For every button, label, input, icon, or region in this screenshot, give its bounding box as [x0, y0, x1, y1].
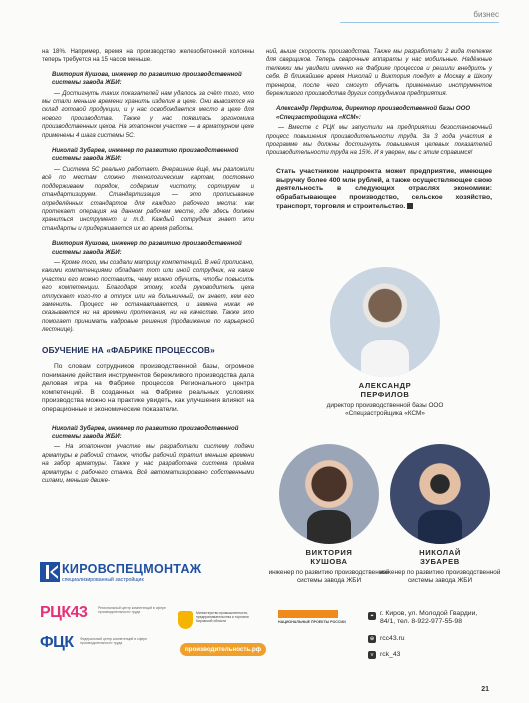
section-heading: ОБУЧЕНИЕ НА «ФАБРИКЕ ПРОЦЕССОВ»	[42, 345, 215, 355]
fck-subtitle: Федеральный центр компетенций в сфере производительности труда	[80, 637, 148, 645]
callout-text: Стать участником нацпроекта может предприятие, имеющее выручку более 400 млн рублей, а также осуществляющее свою деятельность в следующих отраслях экономики: обрабатывающее производство, сельское хозяйство, транспорт, торговля и строительство.	[276, 167, 492, 211]
rck43-subtitle: Региональный центр компетенций в сфере производительности труда	[98, 606, 166, 614]
quote-text: — Вместе с РЦК мы запустили на предприятии безостановочный процесс повышения производительности труда. За 3 года участия в программе мы должны достигнуть повышения целевых показателей производительности труда на 15%. И я уверен, мы с этим справимся!	[266, 124, 492, 157]
left-column	[42, 48, 254, 492]
productivity-badge: производительность.рф	[180, 643, 266, 656]
contact-site[interactable]: rcc43.ru	[380, 635, 405, 642]
page-number: 21	[481, 686, 489, 693]
ministry-caption: Министерство промышленности, предпринимательства и торговли Кировской области	[196, 611, 249, 624]
person-name: АЛЕКСАНДР ПЕРФИЛОВ	[358, 381, 412, 399]
speaker-label: Виктория Кушова, инженер по развитию производственной системы завода ЖБИ:	[52, 70, 242, 87]
kirovspecmontazh-logo: КИРОВСПЕЦМОНТАЖ специализированный застройщик	[40, 560, 250, 588]
person-name: НИКОЛАЙ ЗУБАРЕВ	[419, 548, 461, 566]
portrait-perfilov	[330, 267, 440, 377]
portrait-kushova	[279, 444, 379, 544]
contact-social[interactable]: rck_43	[380, 651, 401, 658]
person-role: директор производственной базы ООО «Спецзастройщика «КСМ»	[326, 402, 444, 417]
web-icon: ⊕	[369, 636, 375, 642]
rck43-logo: РЦК43	[40, 604, 88, 621]
speaker-label: Николай Зубарев, инженер по развитию производственной системы завода ЖБИ:	[52, 147, 239, 163]
section-tag: бизнес	[473, 10, 499, 19]
location-pin-icon: ⌖	[368, 612, 376, 620]
continued-text: ний, выше скорость производства. Также мы разработали 2 вида тележек для сварщиков. Теперь сварочные аппараты у нас мобильные. Надёжные тележки мы увидели именно на Фабрике процессов и решили внедрить у себя. В ближайшее время Николай и Виктория поедут в Москву в Школу тренеров, после чего смогут обучать применению инструментов бережливого производства других сотрудников предприятия.	[266, 48, 492, 98]
speaker-label: Виктория Кушова, инженер по развитию производственной системы завода ЖБИ:	[52, 240, 242, 256]
section-body: По словам сотрудников производственной базы, огромное понимание действия инструментов бережливого производства дала деловая игра на Фабрике процессов Регионального центра компетенций. В созданных на Фабрике реальных условиях производства можно на практике увидеть, как улучшения влияют на операционные и экономические показатели.	[42, 363, 254, 413]
end-mark-icon	[407, 203, 413, 209]
quote-text: — На этапонном участке мы разработали систему подачи арматуры в рабочий станок, чтобы рабочий тратил меньше времени на забор арматуры. Также у нас разработана система приёма арматуры с рабочего станка. Всё автоматизировано собственными силами, меньше движе-	[42, 443, 254, 484]
kirov-crest-icon	[178, 611, 193, 629]
fck-logo: ФЦК	[40, 634, 74, 651]
person-role: инженер по развитию производственной системы завода ЖБИ	[268, 569, 390, 584]
vk-icon: v	[368, 651, 376, 659]
quote-text: — Система 5С реально работает. Вчерашние ёщё, мы разложили всё по местам сложно технологическим картам, постоянно поддерживаем порядок, содержим чистоту, сортируем и стандартизируем. Стандартизация — это прописывание определённых стандартов для каждого рабочего места: как протекает операция на данном рабочем месте, где здесь должен храниться инструмент и т.д. Каждый сотрудник знает эти стандарты и придерживается их во время работы.	[42, 165, 254, 232]
right-column	[266, 48, 492, 212]
contact-address: г. Киров, ул. Молодой Гвардии, 84/1, тел. 8-922-977-55-98	[380, 610, 478, 625]
portrait-zubarev	[390, 444, 490, 544]
quote-text: — Кроме того, мы создали матрицу компетенций. В ней прописано, какими компетенциями обладает тот или иной сотрудник, на какие участки его можно поставить, чему можно обучить, чтобы повысить его компетенции. Благодаря этому, когда руководитель цеха отпускает кого-то в отпуск или на больничный, он знает, кем его заменить. Процесс не останавливается, и замена никак не сказывается ни на времени протекания, ни на качестве. Также это помогает принимать кадровые решения (продвижение по карьерной лестнице).	[42, 258, 254, 334]
quote-text: — Достигнуть таких показателей нам удалось за счёт того, что мы стали меньше времени хранить изделия в цехе. Они вывозятся на склад готовой продукции, и у нас освобождается место в цехе для нового производства. Также у нас появилась эргономика производственных цехов. На этапонном участке — в арматурном цехе применены 4 шага системы 5С.	[42, 89, 254, 139]
speaker-label: Николай Зубарев, инженер по развитию производственной системы завода ЖБИ:	[52, 424, 239, 440]
header-rule	[340, 22, 499, 23]
speaker-label: Александр Перфилов, директор производственной базы ООО «Спецзастройщика «КСМ»:	[276, 105, 471, 121]
national-projects-logo: НАЦИОНАЛЬНЫЕ ПРОЕКТЫ РОССИИ	[278, 604, 366, 654]
person-role: инженер по развитию производственной системы завода ЖБИ	[379, 569, 501, 584]
intro-paragraph: на 18%. Например, время на производство железобетонной колонны теперь требуется на 15 часов меньше.	[42, 48, 254, 64]
ksm-mark-icon	[40, 562, 60, 582]
person-name: ВИКТОРИЯ КУШОВА	[305, 548, 353, 566]
